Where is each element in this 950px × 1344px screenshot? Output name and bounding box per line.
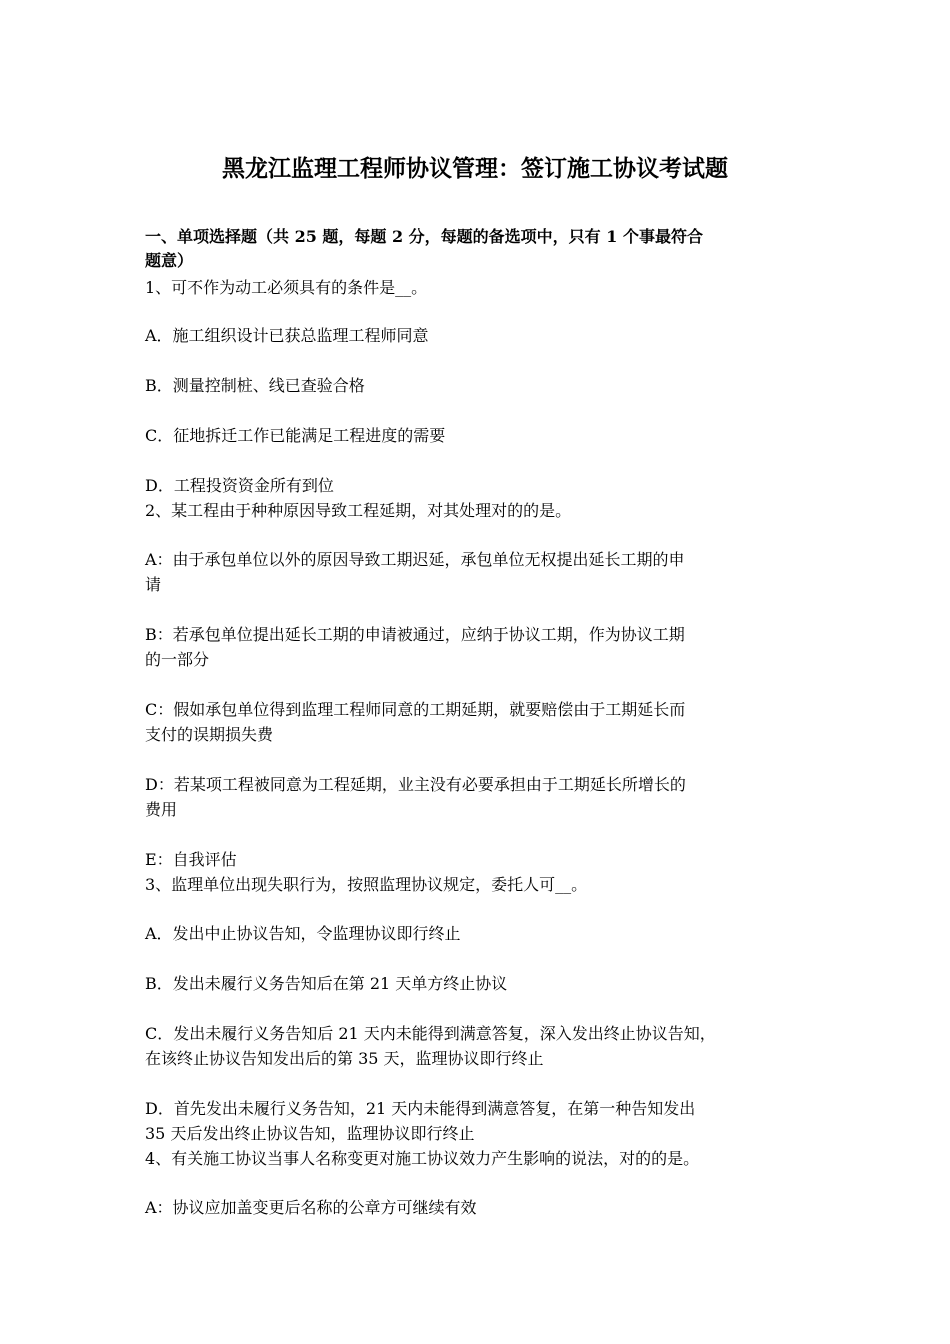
question-2-option-a-continued: 请 bbox=[145, 575, 162, 594]
question-1-option-b: B．测量控制桩、线已查验合格 bbox=[145, 376, 365, 395]
question-3-option-a: A．发出中止协议告知，令监理协议即行终止 bbox=[145, 924, 461, 943]
question-2-stem: 2、某工程由于种种原因导致工程延期，对其处理对的的是。 bbox=[145, 501, 572, 520]
question-1-stem: 1、可不作为动工必须具有的条件是__。 bbox=[145, 278, 428, 297]
question-3-option-d-continued: 35 天后发出终止协议告知，监理协议即行终止 bbox=[145, 1124, 475, 1143]
question-2-option-a: A：由于承包单位以外的原因导致工期迟延，承包单位无权提出延长工期的申 bbox=[145, 550, 685, 569]
question-3-option-d: D．首先发出未履行义务告知，21 天内未能得到满意答复，在第一种告知发出 bbox=[145, 1099, 696, 1118]
question-1-option-a: A．施工组织设计已获总监理工程师同意 bbox=[145, 326, 429, 345]
question-2-option-d: D：若某项工程被同意为工程延期，业主没有必要承担由于工期延长所增长的 bbox=[145, 775, 686, 794]
question-3-stem: 3、监理单位出现失职行为，按照监理协议规定，委托人可__。 bbox=[145, 875, 588, 894]
question-2-option-c-continued: 支付的误期损失费 bbox=[145, 725, 274, 744]
question-1-option-c: C．征地拆迁工作已能满足工程进度的需要 bbox=[145, 426, 446, 445]
question-3-option-c-continued: 在该终止协议告知发出后的第 35 天，监理协议即行终止 bbox=[145, 1049, 544, 1068]
question-4-stem: 4、有关施工协议当事人名称变更对施工协议效力产生影响的说法，对的的是。 bbox=[145, 1149, 700, 1168]
question-3-option-b: B．发出未履行义务告知后在第 21 天单方终止协议 bbox=[145, 974, 508, 993]
question-1-option-d: D．工程投资资金所有到位 bbox=[145, 476, 334, 495]
section-heading-line: 题意） bbox=[145, 251, 194, 270]
question-3-option-c: C．发出未履行义务告知后 21 天内未能得到满意答复，深入发出终止协议告知， bbox=[145, 1024, 716, 1043]
question-2-option-c: C：假如承包单位得到监理工程师同意的工期延期，就要赔偿由于工期延长而 bbox=[145, 700, 686, 719]
question-2-option-b-continued: 的一部分 bbox=[145, 650, 210, 669]
question-2-option-b: B：若承包单位提出延长工期的申请被通过，应纳于协议工期，作为协议工期 bbox=[145, 625, 685, 644]
document-title: 黑龙江监理工程师协议管理：签订施工协议考试题 bbox=[222, 155, 728, 182]
question-2-option-d-continued: 费用 bbox=[145, 800, 178, 819]
section-heading-line: 一、单项选择题（共 25 题，每题 2 分，每题的备选项中，只有 1 个事最符合 bbox=[145, 227, 703, 246]
question-4-option-a: A：协议应加盖变更后名称的公章方可继续有效 bbox=[145, 1198, 477, 1217]
question-2-option-e: E：自我评估 bbox=[145, 850, 237, 869]
section-heading bbox=[145, 225, 825, 273]
